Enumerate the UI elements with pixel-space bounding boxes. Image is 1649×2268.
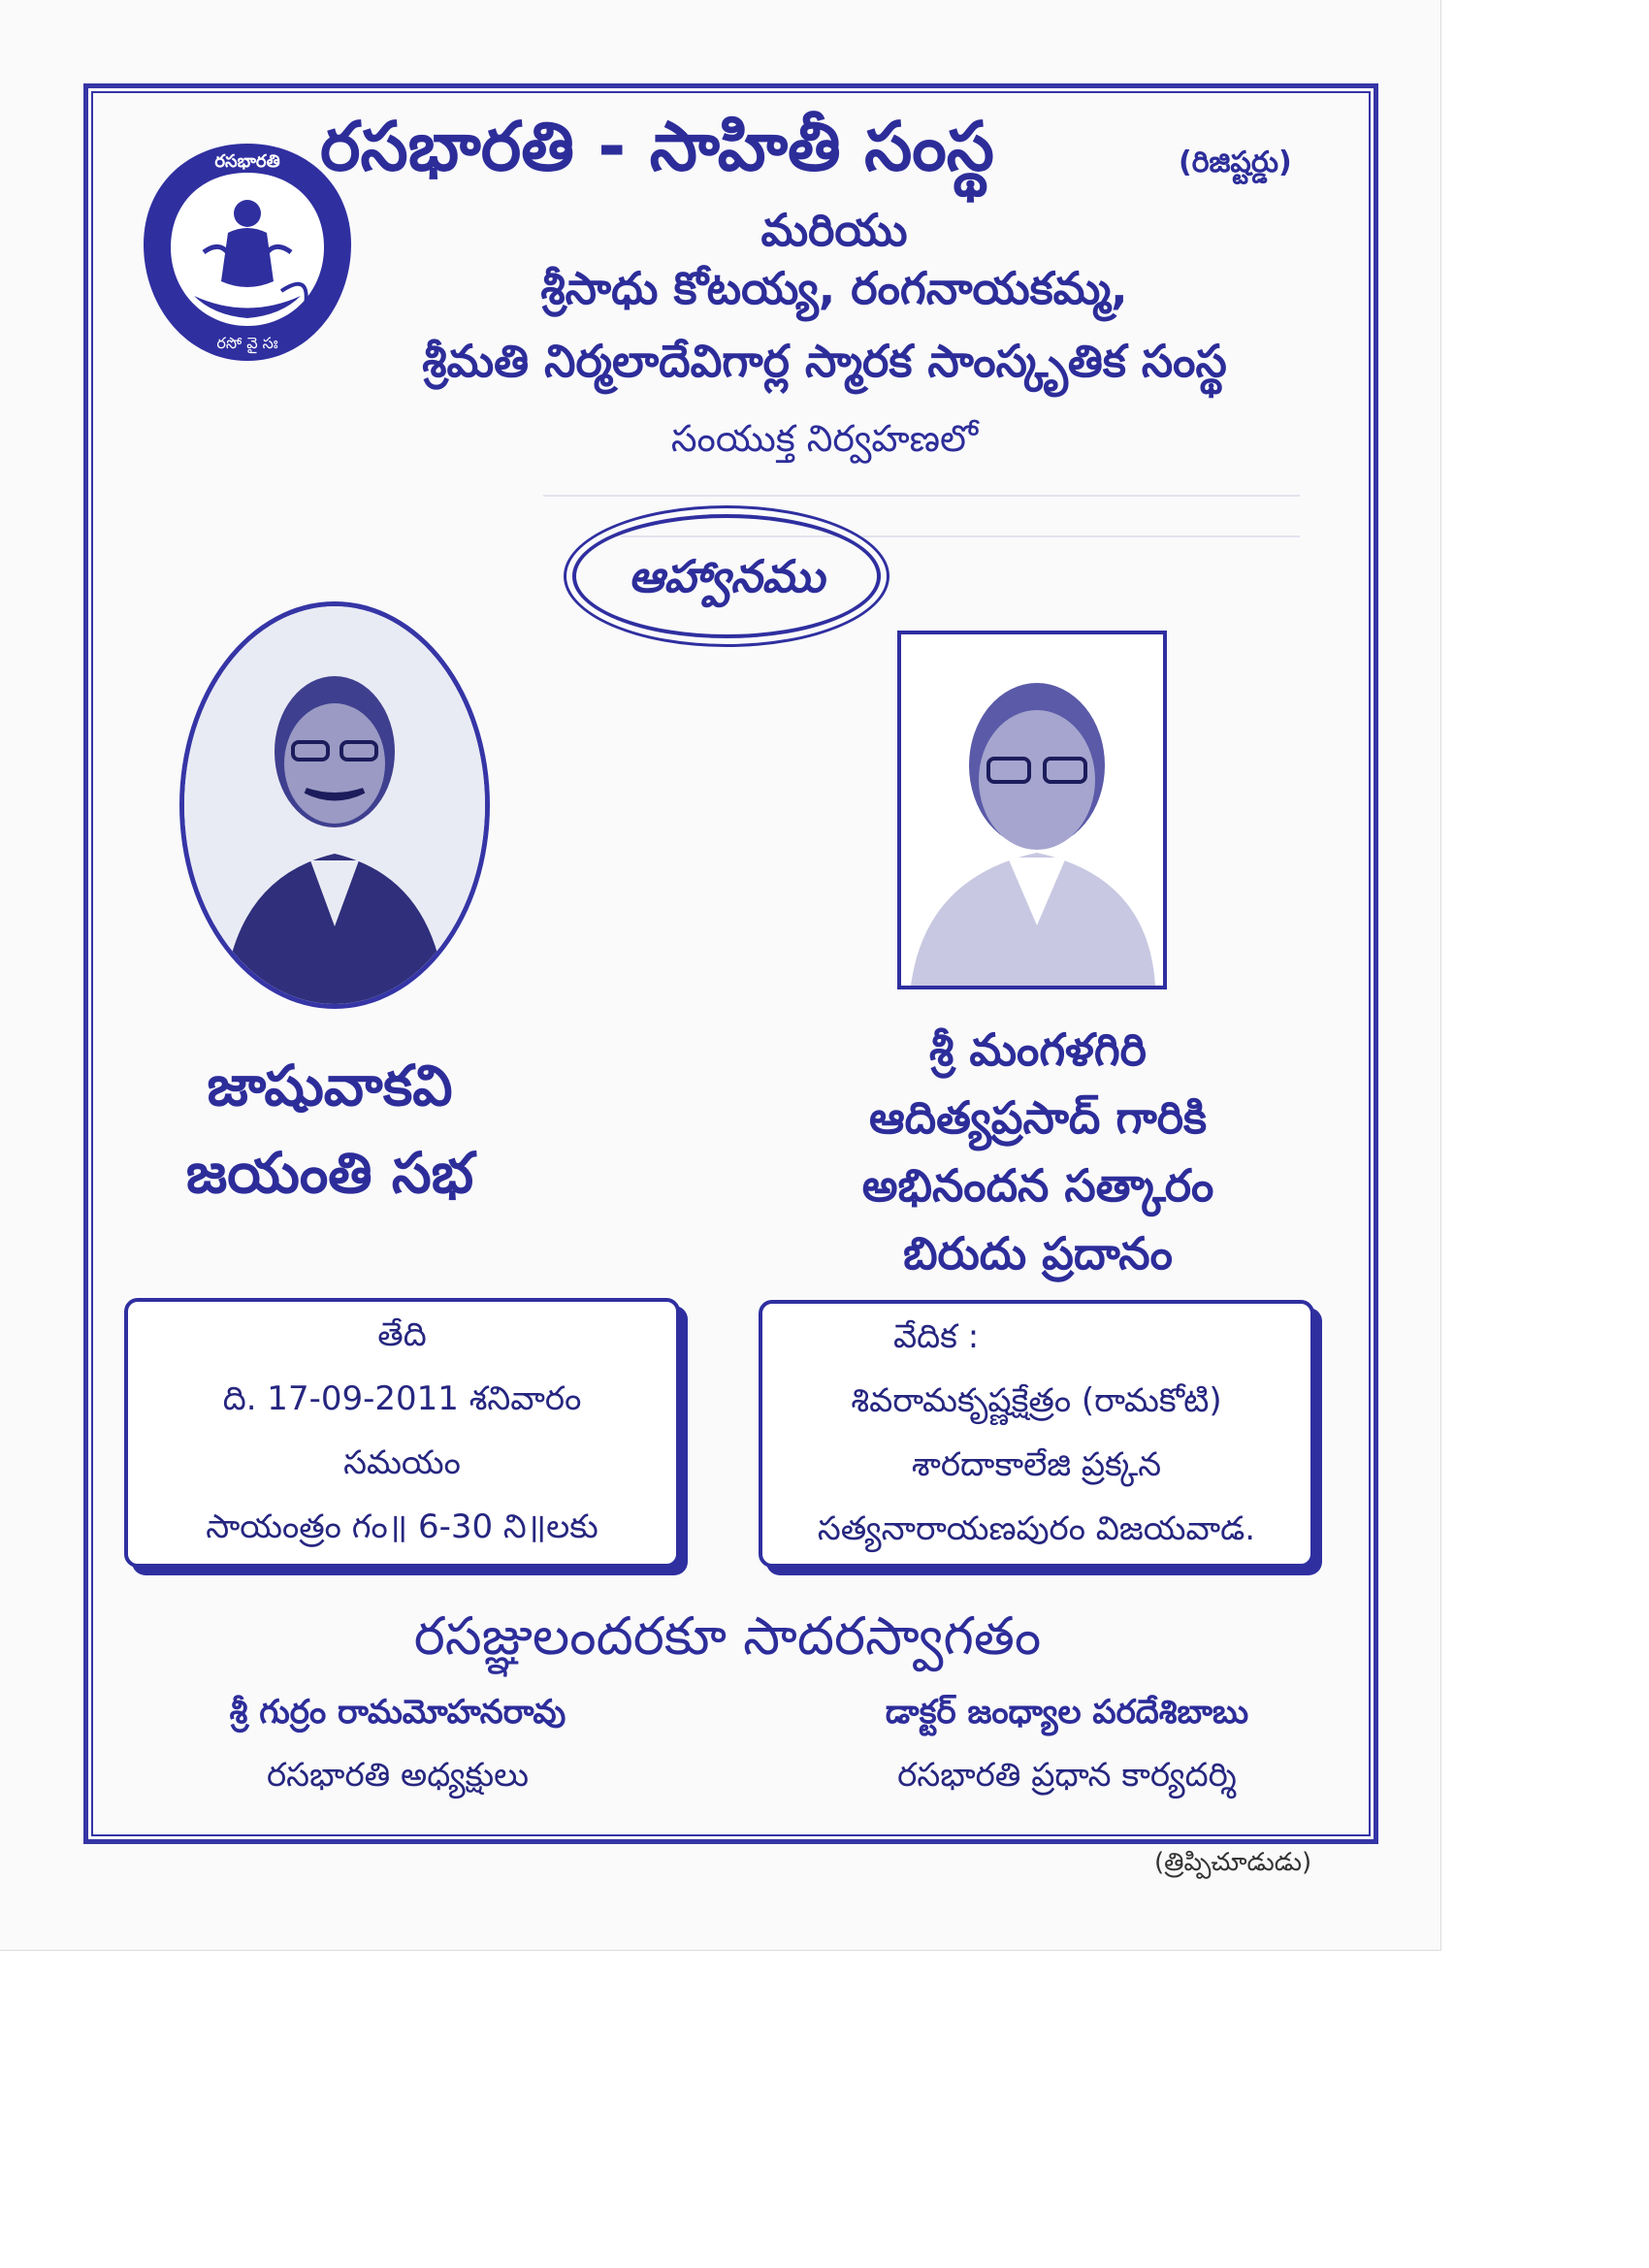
org-name-secondary-line1: శ్రీసాధు కోటయ్య, రంగనాయకమ్మ, <box>540 262 1128 314</box>
portrait-jashuva <box>179 601 490 1009</box>
signatory-secretary-title: రసభారతి ప్రధాన కార్యదర్శి <box>897 1756 1237 1795</box>
venue-line3: సత్యనారాయణపురం విజయవాడ. <box>817 1509 1256 1548</box>
venue-label: వేదిక : <box>893 1317 980 1356</box>
registered-tag: (రిజిష్టర్డు) <box>1179 146 1292 179</box>
event-right-line3: అభినందన సత్కారం <box>861 1159 1214 1212</box>
venue-box <box>759 1300 1314 1568</box>
signatory-secretary-name: డాక్టర్ జంధ్యాల పరదేశిబాబు <box>885 1693 1249 1732</box>
org-name-primary: రసభారతి - సాహితీ సంస్థ <box>320 107 994 186</box>
signatory-president-title: రసభారతి అధ్యక్షులు <box>267 1756 529 1795</box>
signatory-president-name: శ్రీ గుర్రం రామమోహనరావు <box>229 1693 566 1732</box>
date-time-box <box>124 1298 680 1568</box>
logo-top-text: రసభారతి <box>214 151 280 172</box>
date-value: ది. 17-09-2011 శనివారం <box>222 1379 582 1418</box>
venue-line2: శారదాకాలేజి ప్రక్కన <box>911 1445 1162 1484</box>
portrait-person-icon <box>184 606 485 1004</box>
venue-line1: శివరామకృష్ణక్షేత్రం (రామకోటి) <box>851 1381 1222 1420</box>
event-right-line2: ఆదిత్యప్రసాద్ గారికి <box>868 1091 1208 1144</box>
date-label: తేది <box>377 1315 427 1354</box>
event-right-line1: శ్రీ మంగళగిరి <box>929 1023 1147 1076</box>
conjunction-text: మరియు <box>760 204 908 256</box>
event-left-line1: జాషువాకవి <box>207 1053 453 1118</box>
portrait-person-icon <box>901 634 1163 986</box>
welcome-message: రసజ్ఞులందరకూ సాదరస్వాగతం <box>413 1605 1042 1667</box>
invitation-badge <box>572 514 881 638</box>
portrait-adityaprasad <box>897 631 1167 989</box>
org-name-secondary-line2: శ్రీమతి నిర్మలాదేవిగార్ల స్మారక సాంస్కృతిక సంస్థ <box>422 335 1227 387</box>
event-left-line2: జయంతి సభ <box>185 1140 474 1206</box>
event-right-line4: బిరుదు ప్రదానం <box>903 1227 1173 1280</box>
time-value: సాయంత్రం గం॥ 6-30 ని॥లకు <box>206 1507 598 1546</box>
invitation-word: ఆహ్వానము <box>628 550 825 602</box>
time-label: సమయం <box>343 1443 461 1482</box>
joint-organisation-text: సంయుక్త నిర్వహణలో <box>670 417 979 460</box>
turn-over-note: (త్రిప్పిచూడుడు) <box>1154 1848 1312 1877</box>
logo-motto: రసో వై సః <box>216 334 278 352</box>
